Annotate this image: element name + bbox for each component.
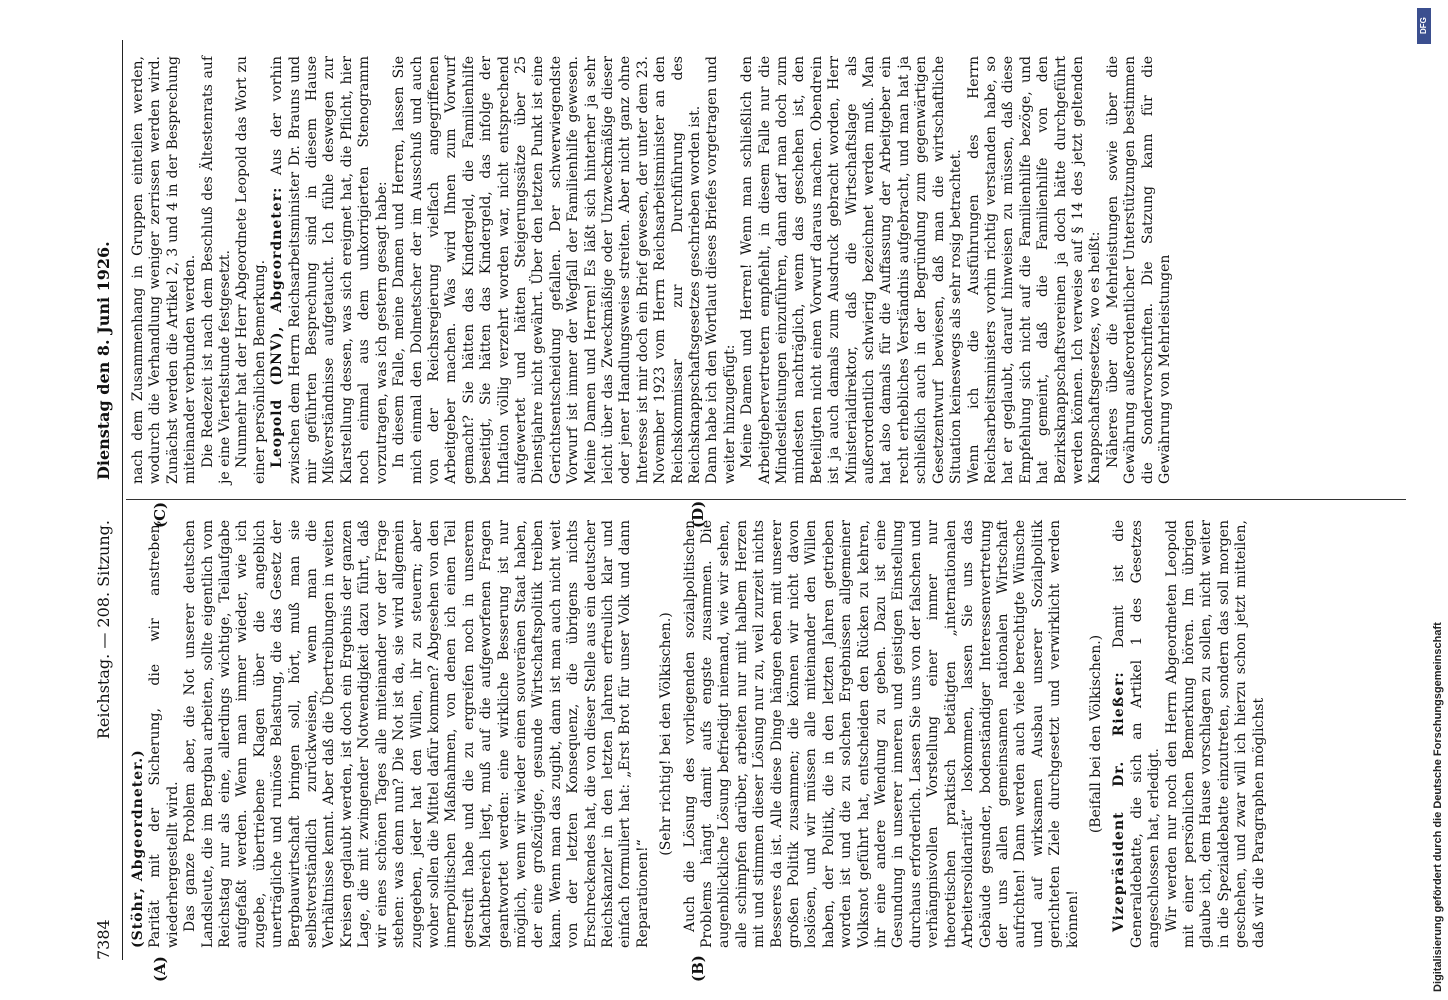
margin-marker-c: (C): [151, 501, 169, 528]
session-title: Reichstag. — 208. Sitzung.: [94, 520, 113, 740]
paragraph: Das ganze Problem aber, die Not unserer deutschen Landsleute, die im Bergbau arbeiten, sollte eigentlich vom Reichstag nur als eine, allerdings wichtige, Teilaufgabe aufgefaßt werden. Wenn man immer wieder, wie ich zugebe, übertriebene Klagen über die angeblich unerträgliche und ruinöse Belastung, die das Gesetz der Bergbauwirtschaft bringen soll, hört, muß man sie selbstverständlich zurückweisen, wenn man die Verhältnisse kennt. Aber daß die Übertreibungen in weiten Kreisen geglaubt werden, ist doch ein Ergebnis der ganzen Lage, die mit zwingender Notwendigkeit dazu führt, daß wir eines schönen Tages alle miteinander vor der Frage stehen: was denn nun? Die Not ist da, sie wird allgemein zugegeben, jeder hat den Willen, ihr zu steuern; aber woher sollen die Mittel dafür kommen? Abgesehen von den innerpolitischen Maßnahmen, von denen ich einen Teil gestreift habe und die zu ergreifen noch in unserem Machtbereich liegt, muß auf die aufgeworfenen Fragen geantwortet werden: eine wirkliche Besserung ist nur möglich, wenn wir wieder einen souveränen Staat haben, der eine großzügige, gesunde Wirtschaftspolitik treiben kann. Wenn man das zugibt, dann ist man auch nicht weit von der letzten Konsequenz, die übrigens nichts Erschreckendes hat, die von dieser Stelle aus ein deutscher Reichskanzler in den letzten Jahren erfreulich klar und einfach formuliert hat: „Erst Brot für unser Volk und dann Reparationen!“: [182, 520, 651, 948]
speaker-continuation: (Stöhr, Abgeordneter.): [130, 749, 146, 948]
speaker-name: Leopold (DNV), Abgeordneter:: [269, 186, 286, 468]
dfg-logo: DFG: [1417, 8, 1431, 44]
digitization-credit: [1412, 8, 1444, 992]
paragraph: Parität mit der Sicherung, die wir anstreben, wiederhergestellt wird.: [147, 520, 181, 948]
quoted-paragraph: Meine Damen und Herren! Wenn man schließlich den Arbeitgebervertretern empfiehlt, in diesem Falle nur die Mindestleistungen einzuführen, dann darf man doch zum mindesten nachträglich, wenn das geschehen ist, den Beteiligten nicht einen Vorwurf daraus machen. Obendrein ist ja auch damals zum Ausdruck gebracht worden, Herr Ministerialdirektor, daß die Wirtschaftslage als außerordentlich schwierig bezeichnet werden muß. Man hat also damals für die Auffassung der Arbeitgeber ein recht erhebliches Verständnis aufgebracht, und man hat ja schließlich auch in der Begründung zum gegenwärtigen Gesetzentwurf bewiesen, daß man die wirtschaftliche Situation keineswegs als sehr rosig betrachtet.: [739, 56, 965, 484]
right-column: [130, 56, 1400, 484]
paragraph: Nunmehr hat der Herr Abgeordnete Leopold das Wort zu einer persönlichen Bemerkung.: [234, 56, 268, 484]
quoted-paragraph: In diesem Falle, meine Damen und Herren, lassen Sie mich einmal den Dolmetscher der im Ausschuß und auch von der Reichsregierung vielfach angegriffenen Arbeitgeber machen. Was wird Ihnen zum Vorwurf gemacht? Sie hätten das Kindergeld, die Familienhilfe beseitigt, Sie hätten das Kindergeld, das infolge der Inflation völlig verzehrt worden war, nicht entsprechend aufgewertet und hätten Steigerungssätze über 25 Dienstjahre nicht gewährt. Über den letzten Punkt ist eine Gerichtsentscheidung gefallen. Der schwerwiegendste Vorwurf ist immer der Wegfall der Familienhilfe gewesen. Meine Damen und Herren! Es läßt sich hinterher ja sehr leicht über das Zweckmäßige oder Unzweckmäßige dieser oder jener Handlungsweise streiten. Aber nicht ganz ohne Interesse ist mir doch ein Brief gewesen, der unter dem 23. November 1923 vom Herrn Reichsarbeitsminister an den Reichskommissar zur Durchführung des Reichsknappschaftsgesetzes geschrieben worden ist.: [391, 56, 703, 484]
paragraph: Auch die Lösung des vorliegenden sozialpolitischen Problems hängt damit aufs engste zusammen. Die augenblickliche Lösung befriedigt niemand, wie wir sehen, alle schimpfen darüber, arbeiten nur mit halbem Herzen mit und stimmen dieser Lösung nur zu, weil zurzeit nichts Besseres da ist. Alle diese Dinge hängen eben mit unserer großen Politik zusammen; die können wir nicht davon loslösen, und wir müssen alle miteinander den Willen haben, der Politik, die in den letzten Jahren getrieben worden ist und die zu solchen Ergebnissen allgemeiner Volksnot geführt hat, entscheiden den Rücken zu kehren, ihr eine andere Wendung zu geben. Dazu ist eine Gesundung in unserer inneren und geistigen Einstellung durchaus erforderlich. Lassen Sie uns von der falschen und verhängnisvollen Vorstellung einer immer nur theoretischen praktisch betätigten „internationalen Arbeitersolidarität“ loskommen, lassen Sie uns das Gebäude gesunder, bodenständiger Interessenvertretung der uns allen gemeinsamen nationalen Wirtschaft aufrichten! Dann werden auch viele berechtigte Wünsche und auf wirksamen Ausbau unserer Sozialpolitik gerichteten Ziele durchgesetzt und verwirklicht werden können!: [681, 520, 1081, 948]
margin-marker-a: (A): [151, 956, 169, 982]
speaker-name: Vizepräsident Dr. Rießer:: [1111, 671, 1128, 932]
header-rule: [122, 40, 123, 960]
quoted-paragraph: Näheres über die Mehrleistungen sowie über die Gewährung außerordentlicher Unterstützungen bestimmen die Sondervorschriften. Die Satzung kann für die Gewährung von Mehrleistungen: [1104, 56, 1173, 484]
paragraph: Wir werden nur noch den Herrn Abgeordneten Leopold mit einer persönlichen Bemerkung hören. Im übrigen glaube ich, dem Hause vorschlagen zu sollen, nicht weiter in die Spezialdebatte einzutreten, sondern das soll morgen geschehen, und zwar will ich hierzu schon jetzt mitteilen, daß wir die Paragraphen möglichst: [1163, 520, 1267, 948]
paragraph: Leopold (DNV), Abgeordneter: Aus der vorhin zwischen dem Herrn Reichsarbeitsminister Dr. Brauns und mir geführten Besprechung sind in diesem Hause Mißverständnisse aufgetaucht. Ich fühle deswegen zur Klarstellung dessen, was sich ereignet hat, die Pflicht, hier noch einmal aus dem unkorrigierten Stenogramm vorzutragen, was ich gestern gesagt habe:: [269, 56, 390, 484]
left-column: [130, 520, 1400, 948]
paragraph: Vizepräsident Dr. Rießer: Damit ist die Generaldebatte, die sich an Artikel 1 des Gesetzes angeschlossen hat, erledigt.: [1111, 519, 1163, 948]
rotated-page: [86, 40, 1406, 982]
column-rule: [126, 499, 1406, 500]
page-number: 7384: [94, 919, 113, 960]
paragraph: Die Redezeit ist nach dem Beschluß des Ältestenrats auf je eine Viertelstunde festgesetzt.: [199, 56, 234, 484]
session-date: Dienstag den 8. Juni 1926.: [94, 241, 113, 480]
running-head: [86, 40, 122, 960]
credit-text: Digitalisierung gefördert durch die Deutsche Forschungsgemeinschaft: [1432, 622, 1444, 992]
interjection: (Beifall bei den Völkischen.): [1087, 634, 1104, 834]
margin-marker-b: (B): [689, 955, 707, 982]
paragraph: nach dem Zusammenhang in Gruppen einteilen werden, wodurch die Verhandlung weniger zerrissen werden wird. Zunächst werden die Artikel 2, 3 und 4 in der Besprechung miteinander verbunden werden.: [130, 56, 199, 484]
paragraph: Wenn ich die Ausführungen des Herrn Reichsarbeitsministers vorhin richtig verstanden habe, so hat er geglaubt, darauf hinweisen zu müssen, daß diese Empfehlung sich nicht auf die Familienhilfe bezöge, und hat gemeint, daß die Familienhilfe von den Bezirksknappschaftsvereinen ja doch hätte durchgeführt werden können. Ich verweise auf § 14 des jetzt geltenden Knappschaftsgesetzes, wo es heißt:: [965, 56, 1104, 484]
margin-marker-d: (D): [689, 500, 707, 528]
paragraph: Dann habe ich den Wortlaut dieses Briefes vorgetragen und weiter hinzugefügt:: [704, 56, 738, 484]
interjection: (Sehr richtig! bei den Völkischen.): [658, 612, 675, 856]
